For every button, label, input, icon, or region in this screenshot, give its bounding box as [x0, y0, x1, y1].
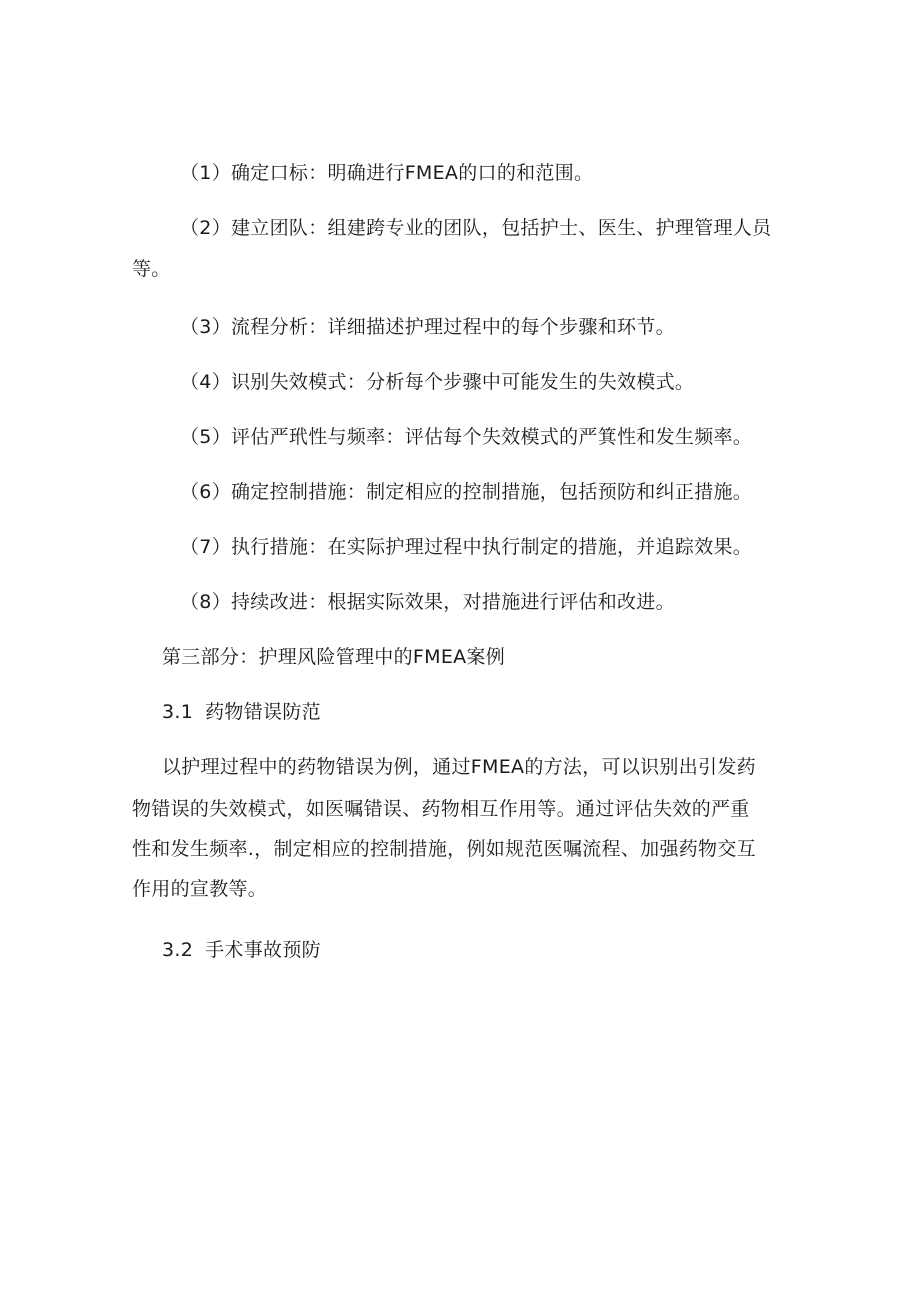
- paragraph-line-4: 作用的宣教等。: [132, 878, 268, 900]
- step-2-continuation: 等。: [132, 258, 171, 280]
- section-title: 第三部分：护理风险管理中的FMEA案例: [162, 646, 506, 668]
- subsection-3-2: [162, 937, 321, 963]
- step-4: （4）识别失效模式：分析每个步骤中可能发生的失效模式。: [180, 371, 695, 393]
- step-8: （8）持续改进：根据实际效果，对措施进行评估和改进。: [180, 591, 675, 613]
- subsection-number: 3.1: [162, 701, 194, 723]
- step-3: （3）流程分析：详细描述护理过程中的每个步骤和环节。: [180, 316, 675, 338]
- step-7: （7）执行措施：在实际护理过程中执行制定的措施，并追踪效果。: [180, 536, 753, 558]
- subsection-number: 3.2: [162, 939, 194, 961]
- subsection-title: 手术事故预防: [205, 939, 321, 961]
- paragraph-line-3: 性和发生频率.，制定相应的控制措施，例如规范医嘱流程、加强药物交互: [132, 838, 756, 860]
- paragraph-line-2: 物错误的失效模式，如医嘱错误、药物相互作用等。通过评估失效的严重: [132, 798, 750, 820]
- step-6: （6）确定控制措施：制定相应的控制措施，包括预防和纠正措施。: [180, 481, 753, 503]
- paragraph-line-1: 以护理过程中的药物错误为例，通过FMEA的方法，可以识别出引发药: [162, 756, 756, 778]
- subsection-title: 药物错误防范: [205, 701, 321, 723]
- step-1: （1）确定口标：明确进行FMEA的口的和范围。: [180, 162, 594, 184]
- subsection-3-1: [162, 699, 321, 725]
- step-5: （5）评估严玳性与频率：评估每个失效模式的严箕性和发生频率。: [180, 426, 753, 448]
- step-2: （2）建立团队：组建跨专业的团队，包括护士、医生、护理管理人员: [180, 217, 772, 239]
